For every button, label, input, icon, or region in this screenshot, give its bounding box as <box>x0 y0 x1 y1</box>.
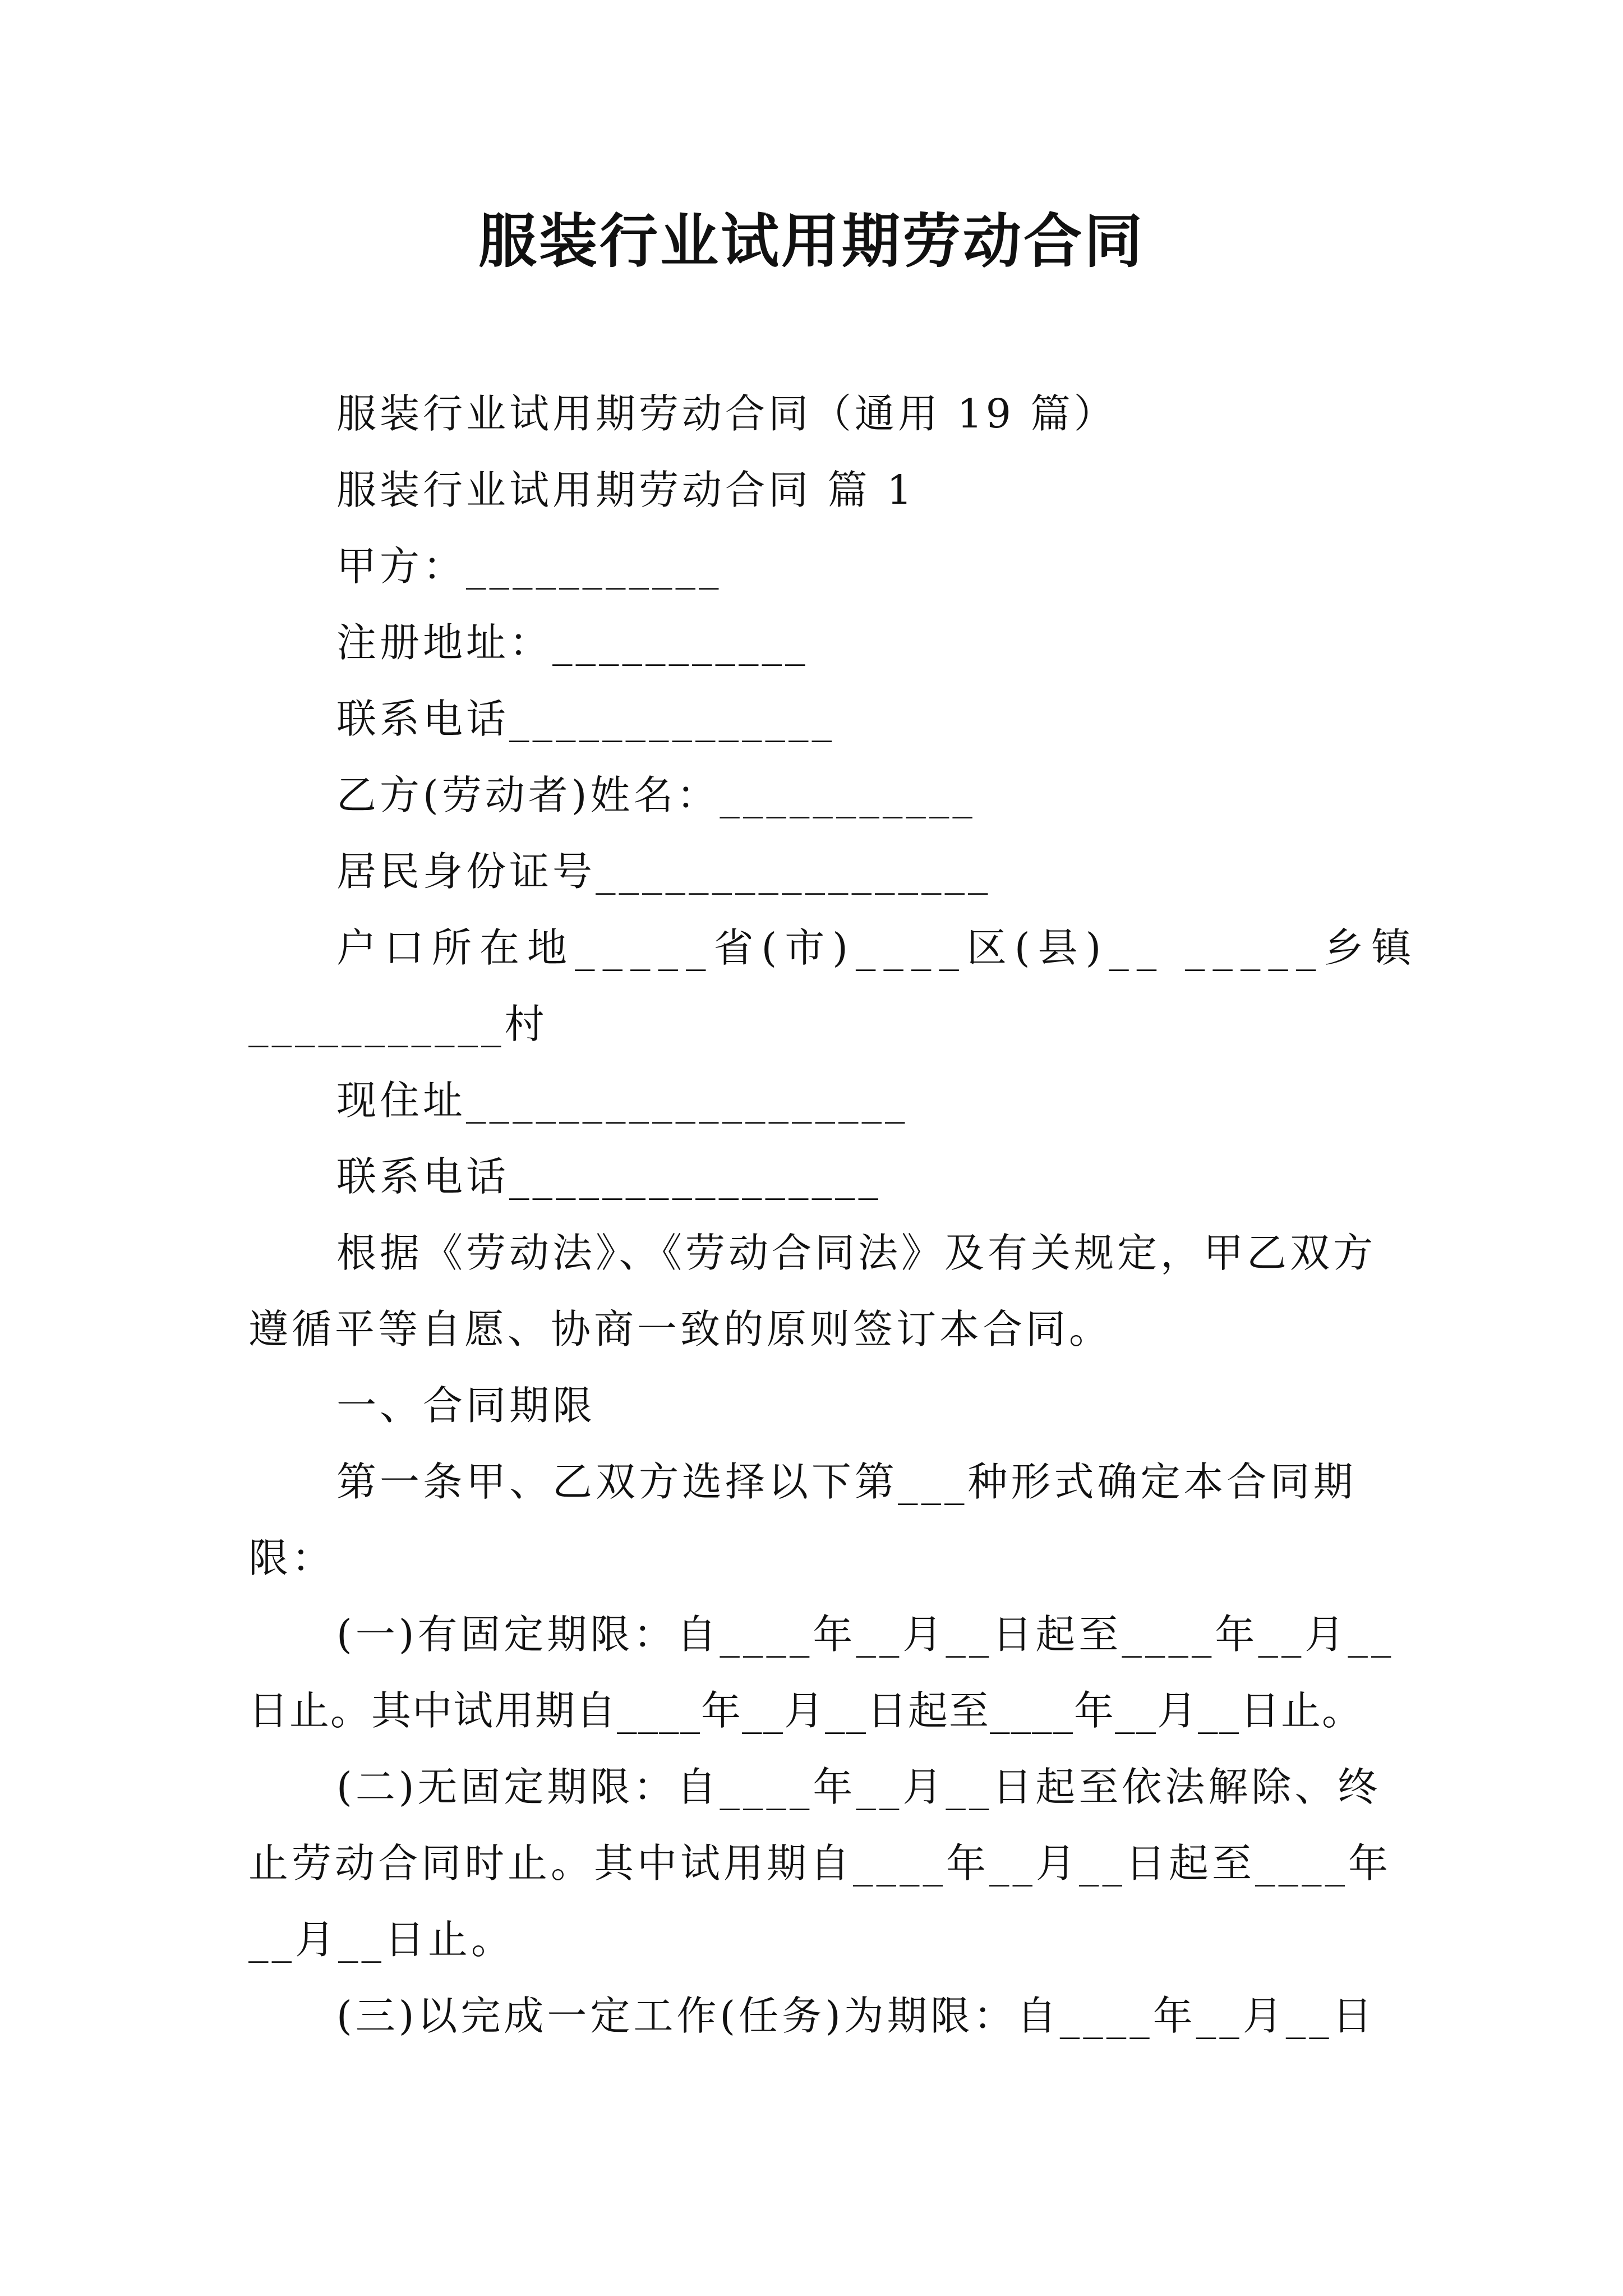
paragraph-line: (二)无固定期限：自____年__月__日起至依法解除、终 <box>336 1764 1381 1810</box>
party-a-line: 甲方：___________ <box>336 543 722 590</box>
party-b-phone-line: 联系电话________________ <box>336 1153 882 1200</box>
household-location-line: 户口所在地_____省(市)____区(县)__ _____乡镇 <box>336 924 1419 971</box>
paragraph-line: (一)有固定期限：自____年__月__日起至____年__月__ <box>336 1611 1395 1658</box>
document-title: 服装行业试用期劳动合同 <box>478 206 1145 275</box>
section-title-line: 一、合同期限 <box>336 1382 596 1429</box>
registered-address-line: 注册地址：___________ <box>336 619 809 666</box>
paragraph-line: 止劳动合同时止。其中试用期自____年__月__日起至____年 <box>248 1840 1392 1887</box>
party-a-phone-line: 联系电话______________ <box>336 696 836 742</box>
subtitle-line: 服装行业试用期劳动合同（通用 19 篇） <box>336 390 1117 437</box>
paragraph-line: __月__日止。 <box>248 1916 515 1963</box>
section-heading-line: 服装行业试用期劳动合同 篇 1 <box>336 467 916 513</box>
party-b-name-line: 乙方(劳动者)姓名：___________ <box>336 772 976 818</box>
id-number-line: 居民身份证号_________________ <box>336 848 992 895</box>
paragraph-line: 第一条甲、乙双方选择以下第___种形式确定本合同期 <box>336 1458 1357 1505</box>
current-address-line: 现住址___________________ <box>336 1077 909 1124</box>
household-village-line: ___________村 <box>248 1001 548 1047</box>
paragraph-line: 限： <box>248 1535 335 1581</box>
paragraph-line: (三)以完成一定工作(任务)为期限：自____年__月__日 <box>336 1993 1376 2039</box>
paragraph-line: 遵循平等自愿、协商一致的原则签订本合同。 <box>248 1306 1113 1352</box>
paragraph-line: 根据《劳动法》、《劳动合同法》及有关规定，甲乙双方 <box>336 1230 1377 1276</box>
paragraph-line: 日止。其中试用期自____年__月__日起至____年__月__日止。 <box>248 1687 1363 1734</box>
